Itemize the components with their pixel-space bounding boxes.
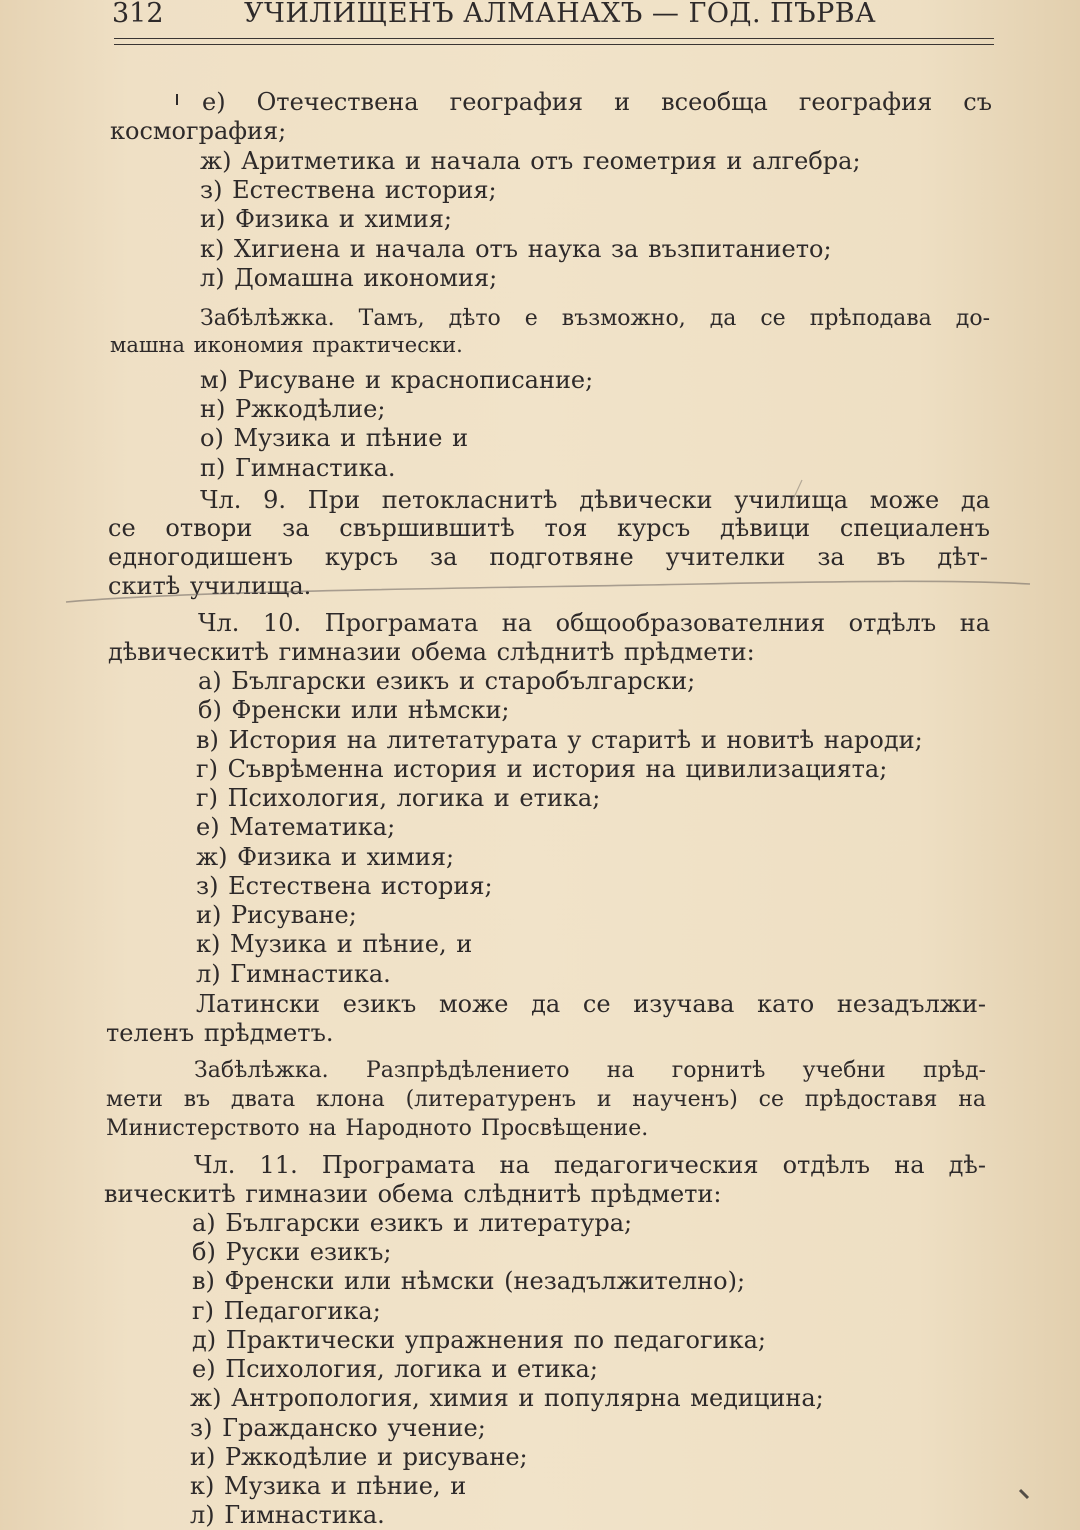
list-item: п) Гимнастика.	[200, 454, 396, 482]
text-line: Латински езикъ може да се изучава като незадължи-	[196, 990, 986, 1018]
note-line: мети въ двата клона (литературенъ и наученъ) се прѣдоставя на	[106, 1087, 986, 1112]
list-item: ж) Физика и химия;	[196, 843, 455, 871]
list-item: г) Психология, логика и етика;	[196, 784, 601, 812]
article-line: се отвори за свършившитѣ тоя курсъ дѣвици специаленъ	[108, 514, 990, 542]
text-line: теленъ прѣдметъ.	[106, 1019, 334, 1047]
list-item: ж) Антропология, химия и популярна медицина;	[190, 1384, 824, 1412]
list-item: г) Съврѣменна история и история на цивилизацията;	[196, 755, 888, 783]
article-line: Чл. 11. Програмата на педагогическия отдѣлъ на дѣ-	[194, 1151, 986, 1179]
text-line: космография;	[110, 117, 287, 145]
list-item: о) Музика и пѣние и	[200, 424, 469, 452]
list-item: н) Ржкодѣлие;	[200, 395, 386, 423]
article-line: вическитѣ гимназии обема слѣднитѣ прѣдмети:	[104, 1180, 722, 1208]
list-item: л) Гимнастика.	[190, 1501, 385, 1529]
article-line: едногодишенъ курсъ за подготвяне учителки за въ дѣт-	[108, 543, 988, 571]
list-item: м) Рисуване и краснописание;	[200, 366, 594, 394]
page-number: 312	[112, 0, 164, 29]
list-item: з) Естествена история;	[196, 872, 493, 900]
list-item: б) Руски езикъ;	[192, 1238, 392, 1266]
list-item: а) Български езикъ и старобългарски;	[198, 667, 696, 695]
list-item: е) Математика;	[196, 813, 396, 841]
list-item: д) Практически упражнения по педагогика;	[192, 1326, 766, 1354]
article-line: Чл. 9. При петокласнитѣ дѣвически училища може да	[200, 486, 990, 514]
list-item: в) История на литетатурата у старитѣ и новитѣ народи;	[196, 726, 923, 754]
list-item: з) Гражданско учение;	[190, 1414, 486, 1442]
list-item: л) Гимнастика.	[196, 960, 391, 988]
list-item: г) Педагогика;	[192, 1297, 381, 1325]
running-title: УЧИЛИЩЕНЪ АЛМАНАХЪ — ГОД. ПЪРВА	[244, 0, 877, 29]
list-item: ж) Аритметика и начала отъ геометрия и алгебра;	[200, 147, 861, 175]
article-line: Чл. 10. Програмата на общообразователния отдѣлъ на	[198, 609, 990, 637]
list-item: к) Хигиена и начала отъ наука за възпитанието;	[200, 235, 832, 263]
list-item: л) Домашна икономия;	[200, 264, 498, 292]
article-line: дѣвическитѣ гимназии обема слѣднитѣ прѣдмети:	[108, 638, 755, 666]
note-line: машна икономия практически.	[110, 333, 463, 357]
list-item: б) Френски или нѣмски;	[198, 696, 510, 724]
note-line: Забѣлѣжка. Тамъ, дѣто е възможно, да се прѣподава до-	[200, 306, 990, 331]
list-item: к) Музика и пѣние, и	[196, 930, 473, 958]
list-item: и) Ржкодѣлие и рисуване;	[190, 1443, 528, 1471]
note-line: Министерството на Народното Просвѣщение.	[106, 1116, 649, 1141]
text-line: е) Отечествена география и всеобща география съ	[202, 88, 992, 116]
list-item: в) Френски или нѣмски (незадължително);	[192, 1267, 746, 1295]
list-item: а) Български езикъ и литература;	[192, 1209, 633, 1237]
list-item: и) Рисуване;	[196, 901, 357, 929]
list-item: и) Физика и химия;	[200, 205, 452, 233]
note-line: Забѣлѣжка. Разпрѣдѣлението на горнитѣ учебни прѣд-	[194, 1058, 986, 1083]
article-line: скитѣ училища.	[108, 572, 312, 600]
list-item: е) Психология, логика и етика;	[192, 1355, 598, 1383]
list-item: з) Естествена история;	[200, 176, 497, 204]
list-item: к) Музика и пѣние, и	[190, 1472, 467, 1500]
